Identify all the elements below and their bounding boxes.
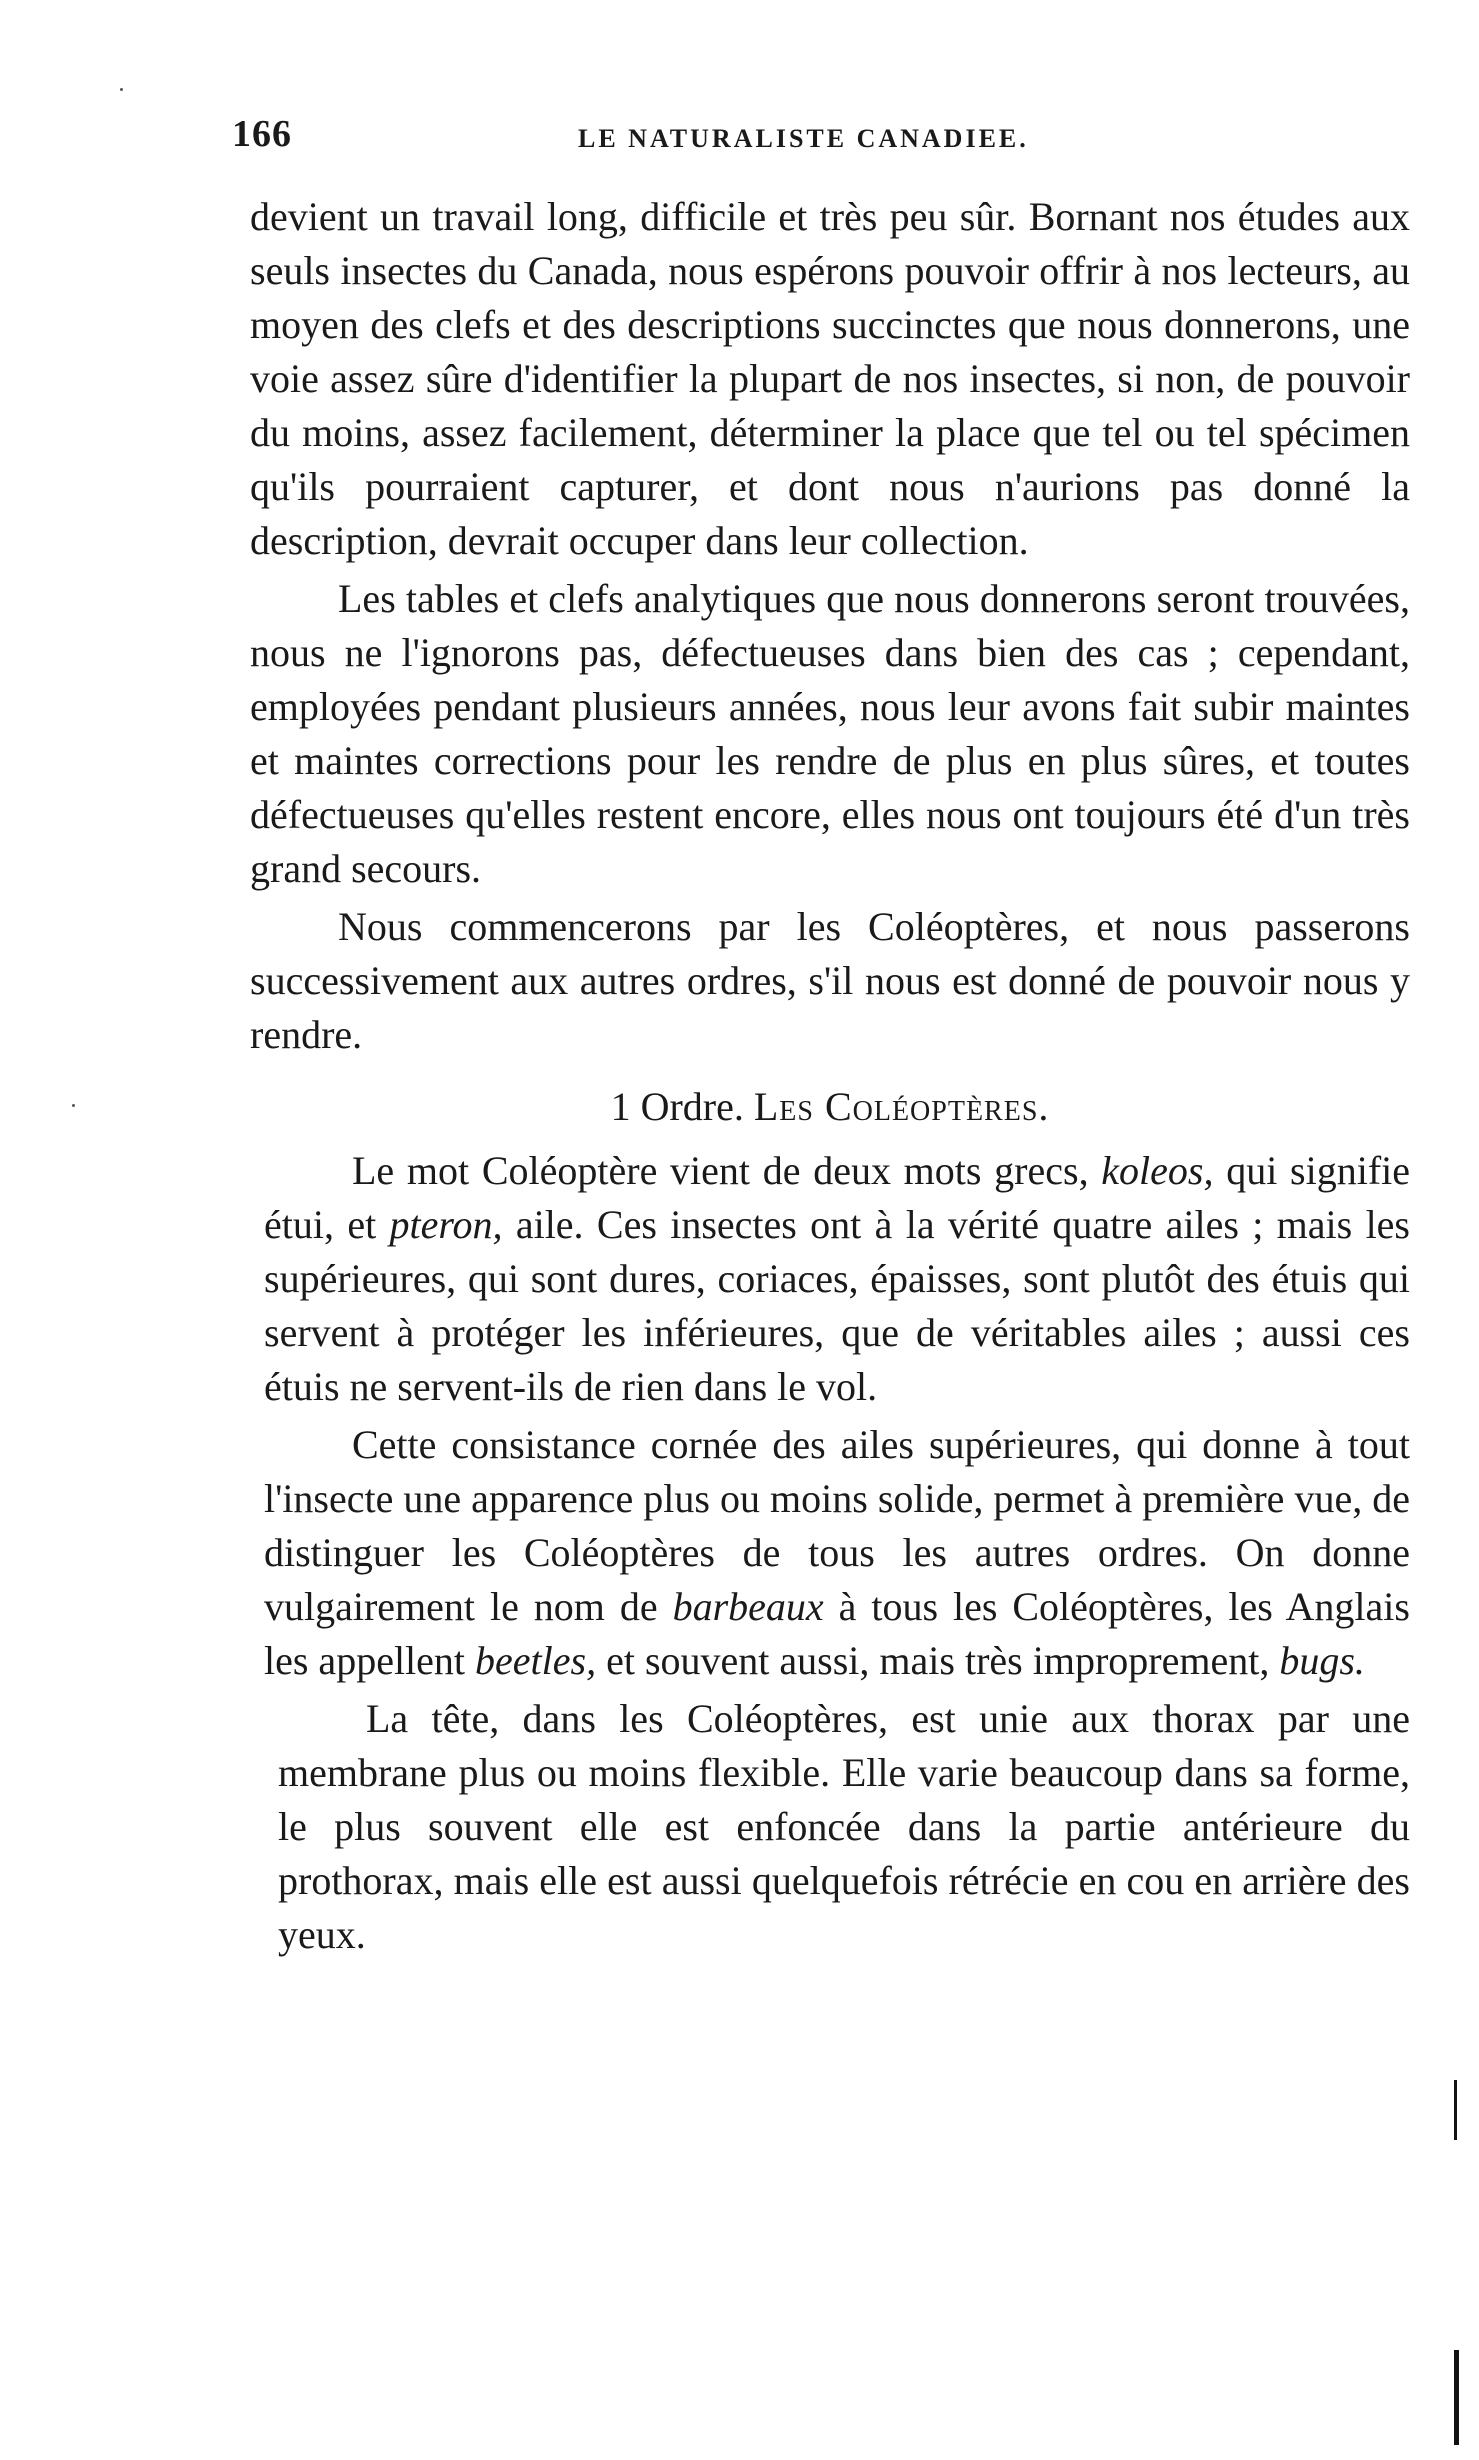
section-number: 1 Ordre.: [610, 1084, 744, 1129]
running-head: LE NATURALISTE CANADIEE.: [578, 124, 1029, 153]
page-edge-mark: [1454, 2080, 1457, 2140]
page-header: [232, 112, 1392, 172]
text-run: Cette consistance cornée des ailes supérieures, qui donne à tout l'insecte une apparence plus ou moins solide, permet à première vue, de distinguer les Coléoptères de tous les autres ordres. On donne vulgairement le nom de: [264, 1422, 1410, 1629]
paper-speck: [120, 88, 123, 91]
paragraph-etymology: [264, 1144, 1410, 1414]
paragraph-tables: Les tables et clefs analytiques que nous donnerons seront trouvées, nous ne l'ignorons pas, défectueuses dans bien des cas ; cependant, employées pendant plusieurs années, nous leur avons fait subir maintes et maintes corrections pour les rendre de plus en plus sûres, et toutes défectueuses qu'elles restent encore, elles nous ont toujours été d'un très grand secours.: [250, 576, 1410, 891]
text-run: à tous les Coléoptères, les Anglais les appellent: [264, 1584, 1410, 1683]
section-heading: [250, 1080, 1410, 1134]
section-block-head: [278, 1692, 1410, 1962]
section-block: [264, 1144, 1410, 1688]
paragraph-tete: La tête, dans les Coléoptères, est unie aux thorax par une membrane plus ou moins flexible. Elle varie beaucoup dans sa forme, le plus souvent elle est enfoncée dans la partie antérieure du prothorax, mais elle est aussi quelquefois rétrécie en cou en arrière des yeux.: [278, 1696, 1410, 1957]
paragraph-consistance: [264, 1418, 1410, 1688]
term-bugs: bugs.: [1279, 1638, 1365, 1683]
text-run: Le mot Coléoptère vient de deux mots grecs,: [352, 1148, 1102, 1193]
term-beetles: beetles,: [475, 1638, 597, 1683]
term-barbeaux: barbeaux: [672, 1584, 824, 1629]
text-run: aile. Ces insectes ont à la vérité quatre ailes ; mais les supérieures, qui sont dures, coriaces, épaisses, sont plutôt des étuis qui servent à protéger les inférieures, que de véritables ailes ; aussi ces étuis ne servent-ils de rien dans le vol.: [264, 1202, 1410, 1409]
page-number: 166: [232, 113, 292, 155]
paragraph-continuation: devient un travail long, difficile et très peu sûr. Bornant nos études aux seuls insectes du Canada, nous espérons pouvoir offrir à nos lecteurs, au moyen des clefs et des descriptions succinctes que nous donnerons, une voie assez sûre d'identifier la plupart de nos insectes, si non, de pouvoir du moins, assez facilement, déterminer la place que tel ou tel spécimen qu'ils pourraient capturer, et dont nous n'aurions pas donné la description, devrait occuper dans leur collection.: [250, 194, 1410, 563]
section-title: Les Coléoptères.: [753, 1084, 1050, 1129]
text-run: qui signifie étui, et: [264, 1148, 1411, 1247]
paper-speck: [72, 1104, 75, 1107]
text-run: et souvent aussi, mais très improprement,: [596, 1638, 1280, 1683]
paragraph-coleopteres-intro: Nous commencerons par les Coléoptères, et nous passerons successivement aux autres ordres, s'il nous est donné de pouvoir nous y rendre.: [250, 904, 1410, 1057]
greek-term-koleos: koleos,: [1101, 1148, 1214, 1193]
page-body: [250, 190, 1410, 1962]
page-edge-mark: [1454, 2350, 1459, 2445]
greek-term-pteron: pteron,: [389, 1202, 503, 1247]
